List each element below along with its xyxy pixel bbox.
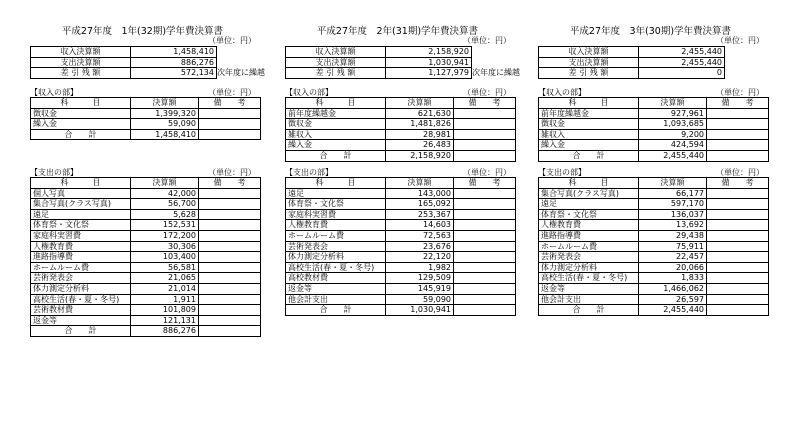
row-label: 高校生活(春・夏・冬号) xyxy=(539,273,639,284)
row-value: 1,481,826 xyxy=(386,119,454,130)
row-note xyxy=(199,252,261,263)
total-label: 合 計 xyxy=(286,305,386,316)
row-note xyxy=(707,108,769,119)
row-value: 152,531 xyxy=(131,220,199,231)
table-row xyxy=(539,108,769,119)
row-label: 芸術発表会 xyxy=(31,273,131,284)
row-value: 101,809 xyxy=(131,305,199,316)
table-row xyxy=(286,283,516,294)
row-label: 家庭科実習費 xyxy=(286,209,386,220)
table-row xyxy=(31,315,261,326)
row-note xyxy=(454,150,516,161)
row-note xyxy=(199,209,261,220)
row-label: 体力測定分析料 xyxy=(286,252,386,263)
table-header-row xyxy=(539,98,769,109)
row-label: 体育祭・文化祭 xyxy=(539,209,639,220)
table-row xyxy=(539,188,769,199)
row-value: 75,911 xyxy=(639,241,707,252)
table-row xyxy=(31,241,261,252)
total-label: 合 計 xyxy=(539,305,639,316)
table-row xyxy=(31,273,261,284)
row-label: 体力測定分析料 xyxy=(31,283,131,294)
row-note xyxy=(454,283,516,294)
row-value: 14,603 xyxy=(386,220,454,231)
row-value: 22,457 xyxy=(639,252,707,263)
expense-table xyxy=(538,177,769,316)
row-label: 個人写真 xyxy=(31,188,131,199)
row-label: 芸術教材費 xyxy=(31,305,131,316)
row-label: 遠足 xyxy=(539,199,639,210)
row-label: 集合写真(クラス写真) xyxy=(539,188,639,199)
col-subject-header: 科 目 xyxy=(539,178,639,189)
row-note xyxy=(199,129,261,140)
summary-row xyxy=(286,47,472,58)
row-note xyxy=(199,108,261,119)
table-row xyxy=(31,305,261,316)
total-label: 合 計 xyxy=(31,326,131,337)
row-label: 人権教育費 xyxy=(539,220,639,231)
row-value: 1,399,320 xyxy=(131,108,199,119)
table-row xyxy=(286,294,516,305)
table-header-row xyxy=(539,178,769,189)
table-row xyxy=(31,119,261,130)
row-note xyxy=(707,209,769,220)
col-subject-header: 科 目 xyxy=(286,98,386,109)
row-note xyxy=(454,294,516,305)
row-label: 進路指導費 xyxy=(539,230,639,241)
table-row xyxy=(31,262,261,273)
row-note xyxy=(707,241,769,252)
table-row xyxy=(31,230,261,241)
income-section-header: 【収入の部】 xyxy=(285,88,333,97)
col-subject-header: 科 目 xyxy=(539,98,639,109)
row-note xyxy=(454,209,516,220)
summary-label: 支出決算額 xyxy=(539,57,639,68)
row-note xyxy=(454,305,516,316)
table-row xyxy=(31,283,261,294)
table-row xyxy=(539,283,769,294)
total-value: 1,458,410 xyxy=(131,129,199,140)
row-value: 20,066 xyxy=(639,262,707,273)
col-note-header: 備 考 xyxy=(199,98,261,109)
row-value: 121,131 xyxy=(131,315,199,326)
summary-label: 差 引 残 額 xyxy=(539,68,639,79)
table-row xyxy=(286,209,516,220)
total-row xyxy=(31,326,261,337)
table-row xyxy=(286,220,516,231)
col-subject-header: 科 目 xyxy=(286,178,386,189)
summary-row: 差 引 残 額 572,134 次年度に繰越 xyxy=(31,68,217,79)
row-label: 前年度繰越金 xyxy=(539,108,639,119)
row-value: 172,200 xyxy=(131,230,199,241)
row-note xyxy=(707,305,769,316)
row-label: ホームルーム費 xyxy=(286,230,386,241)
row-label: 繰入金 xyxy=(286,140,386,151)
row-value: 129,509 xyxy=(386,273,454,284)
col-note-header: 備 考 xyxy=(199,178,261,189)
row-note xyxy=(199,305,261,316)
row-note xyxy=(199,326,261,337)
table-row xyxy=(539,220,769,231)
table-row xyxy=(286,129,516,140)
summary-row xyxy=(539,68,725,79)
table-row xyxy=(286,273,516,284)
row-label: 徴収金 xyxy=(31,108,131,119)
row-note xyxy=(199,119,261,130)
summary-label: 差 引 残 額 xyxy=(286,68,386,79)
table-row xyxy=(539,140,769,151)
row-label: ホームルーム費 xyxy=(31,262,131,273)
row-note xyxy=(707,262,769,273)
total-row xyxy=(539,150,769,161)
table-row xyxy=(539,199,769,210)
row-note xyxy=(199,230,261,241)
row-value: 1,911 xyxy=(131,294,199,305)
table-row xyxy=(539,209,769,220)
total-label: 合 計 xyxy=(539,150,639,161)
row-label: 芸術発表会 xyxy=(539,252,639,263)
row-value: 56,581 xyxy=(131,262,199,273)
row-value: 165,092 xyxy=(386,199,454,210)
table-row xyxy=(286,230,516,241)
row-value: 1,466,062 xyxy=(639,283,707,294)
row-value: 26,483 xyxy=(386,140,454,151)
summary-label: 収入決算額 xyxy=(31,47,131,58)
table-header-row xyxy=(286,98,516,109)
row-note xyxy=(707,294,769,305)
table-row xyxy=(539,273,769,284)
expense-section-header: 【支出の部】 xyxy=(30,168,78,177)
table-row xyxy=(539,252,769,263)
row-note xyxy=(707,283,769,294)
row-note xyxy=(707,119,769,130)
table-row xyxy=(286,241,516,252)
row-note xyxy=(454,241,516,252)
total-label: 合 計 xyxy=(286,150,386,161)
summary-row: 差 引 残 額 1,127,979 次年度に繰越 xyxy=(286,68,472,79)
row-value: 23,676 xyxy=(386,241,454,252)
row-label: 徴収金 xyxy=(286,119,386,130)
table-row xyxy=(539,262,769,273)
row-note xyxy=(454,119,516,130)
row-label: 体育祭・文化祭 xyxy=(286,199,386,210)
row-value: 5,628 xyxy=(131,209,199,220)
row-label: 進路指導費 xyxy=(31,252,131,263)
expense-section-header: 【支出の部】 xyxy=(538,168,586,177)
row-value: 59,090 xyxy=(386,294,454,305)
row-value: 1,093,685 xyxy=(639,119,707,130)
summary-row xyxy=(539,47,725,58)
income-section-header: 【収入の部】 xyxy=(538,88,586,97)
table-row xyxy=(539,119,769,130)
row-note xyxy=(199,199,261,210)
report-title: 平成27年度 1年(32期)学年費決算書 xyxy=(61,26,224,37)
row-note xyxy=(454,262,516,273)
row-value: 103,400 xyxy=(131,252,199,263)
total-row xyxy=(286,305,516,316)
row-value: 29,438 xyxy=(639,230,707,241)
row-note xyxy=(707,252,769,263)
row-note xyxy=(707,150,769,161)
row-value: 424,594 xyxy=(639,140,707,151)
summary-row xyxy=(539,57,725,68)
row-note xyxy=(454,129,516,140)
table-header-row xyxy=(286,178,516,189)
row-value: 621,630 xyxy=(386,108,454,119)
row-value: 28,981 xyxy=(386,129,454,140)
row-label: 返金等 xyxy=(539,283,639,294)
total-label: 合 計 xyxy=(31,129,131,140)
total-row xyxy=(286,150,516,161)
summary-row xyxy=(31,47,217,58)
row-label: 繰入金 xyxy=(539,140,639,151)
summary-value: 1,458,410 xyxy=(131,47,217,58)
row-note xyxy=(707,230,769,241)
total-value: 1,030,941 xyxy=(386,305,454,316)
expense-table xyxy=(285,177,516,316)
row-value: 30,306 xyxy=(131,241,199,252)
summary-table xyxy=(285,46,520,79)
row-note xyxy=(199,241,261,252)
row-note xyxy=(199,273,261,284)
table-row xyxy=(539,294,769,305)
row-label: 人権教育費 xyxy=(286,220,386,231)
summary-value: 1,030,941 xyxy=(386,57,472,68)
row-label: ホームルーム費 xyxy=(539,241,639,252)
income-table xyxy=(538,97,769,162)
row-note xyxy=(199,315,261,326)
row-note xyxy=(454,220,516,231)
row-note xyxy=(199,283,261,294)
table-row xyxy=(31,220,261,231)
summary-table xyxy=(30,46,265,79)
summary-label: 差 引 残 額 xyxy=(31,68,131,79)
row-value: 21,065 xyxy=(131,273,199,284)
total-value: 2,455,440 xyxy=(639,305,707,316)
summary-row xyxy=(31,57,217,68)
row-value: 253,367 xyxy=(386,209,454,220)
table-row xyxy=(539,241,769,252)
table-row xyxy=(286,252,516,263)
summary-label: 収入決算額 xyxy=(286,47,386,58)
row-value: 1,833 xyxy=(639,273,707,284)
row-value: 26,597 xyxy=(639,294,707,305)
row-label: 体育祭・文化祭 xyxy=(31,220,131,231)
row-note xyxy=(199,188,261,199)
total-value: 2,158,920 xyxy=(386,150,454,161)
row-label: 人権教育費 xyxy=(31,241,131,252)
total-value: 2,455,440 xyxy=(639,150,707,161)
col-subject-header: 科 目 xyxy=(31,178,131,189)
row-note xyxy=(454,199,516,210)
col-amount-header: 決算額 xyxy=(131,98,199,109)
summary-label: 支出決算額 xyxy=(286,57,386,68)
expense-section-header: 【支出の部】 xyxy=(285,168,333,177)
table-row xyxy=(286,262,516,273)
row-note xyxy=(454,230,516,241)
row-note xyxy=(199,294,261,305)
row-label: 高校教材費 xyxy=(286,273,386,284)
row-value: 21,014 xyxy=(131,283,199,294)
table-row xyxy=(539,129,769,140)
summary-value: 1,127,979 xyxy=(386,68,472,79)
row-value: 1,982 xyxy=(386,262,454,273)
table-header-row xyxy=(31,98,261,109)
total-value: 886,276 xyxy=(131,326,199,337)
row-label: 高校生活(春・夏・冬号) xyxy=(31,294,131,305)
row-value: 145,919 xyxy=(386,283,454,294)
table-row xyxy=(31,108,261,119)
summary-label: 支出決算額 xyxy=(31,57,131,68)
row-label: 雑収入 xyxy=(539,129,639,140)
col-amount-header: 決算額 xyxy=(386,178,454,189)
table-row xyxy=(286,108,516,119)
table-row xyxy=(286,140,516,151)
row-label: 他会計支出 xyxy=(539,294,639,305)
row-label: 芸術発表会 xyxy=(286,241,386,252)
table-row xyxy=(31,252,261,263)
col-note-header: 備 考 xyxy=(707,178,769,189)
row-note xyxy=(707,199,769,210)
table-row xyxy=(31,294,261,305)
col-subject-header: 科 目 xyxy=(31,98,131,109)
expense-table xyxy=(30,177,261,337)
table-row xyxy=(286,188,516,199)
row-value: 9,200 xyxy=(639,129,707,140)
summary-value: 0 xyxy=(639,68,725,79)
row-label: 徴収金 xyxy=(539,119,639,130)
row-label: 他会計支出 xyxy=(286,294,386,305)
col-amount-header: 決算額 xyxy=(131,178,199,189)
summary-row xyxy=(286,57,472,68)
row-label: 家庭科実習費 xyxy=(31,230,131,241)
summary-value: 886,276 xyxy=(131,57,217,68)
row-value: 42,000 xyxy=(131,188,199,199)
summary-value: 2,455,440 xyxy=(639,57,725,68)
col-note-header: 備 考 xyxy=(454,98,516,109)
col-note-header: 備 考 xyxy=(707,98,769,109)
row-label: 遠足 xyxy=(31,209,131,220)
table-header-row xyxy=(31,178,261,189)
row-value: 59,090 xyxy=(131,119,199,130)
col-note-header: 備 考 xyxy=(454,178,516,189)
summary-label: 収入決算額 xyxy=(539,47,639,58)
row-label: 返金等 xyxy=(31,315,131,326)
row-label: 体力測定分析料 xyxy=(539,262,639,273)
row-note xyxy=(707,129,769,140)
table-row xyxy=(539,230,769,241)
summary-value: 2,158,920 xyxy=(386,47,472,58)
row-label: 前年度繰越金 xyxy=(286,108,386,119)
row-value: 597,170 xyxy=(639,199,707,210)
col-amount-header: 決算額 xyxy=(639,178,707,189)
row-value: 56,700 xyxy=(131,199,199,210)
row-note xyxy=(199,262,261,273)
row-note xyxy=(454,188,516,199)
row-note xyxy=(199,220,261,231)
row-value: 13,692 xyxy=(639,220,707,231)
row-note xyxy=(454,108,516,119)
total-row xyxy=(31,129,261,140)
table-row xyxy=(31,209,261,220)
total-row xyxy=(539,305,769,316)
table-row xyxy=(286,199,516,210)
table-row xyxy=(31,199,261,210)
table-row xyxy=(31,188,261,199)
table-row xyxy=(286,119,516,130)
row-label: 返金等 xyxy=(286,283,386,294)
report-title: 平成27年度 2年(31期)学年費決算書 xyxy=(316,26,479,37)
summary-value: 572,134 xyxy=(131,68,217,79)
row-value: 927,961 xyxy=(639,108,707,119)
col-amount-header: 決算額 xyxy=(386,98,454,109)
row-value: 143,000 xyxy=(386,188,454,199)
income-section-header: 【収入の部】 xyxy=(30,88,78,97)
row-value: 66,177 xyxy=(639,188,707,199)
row-note xyxy=(454,140,516,151)
row-label: 集合写真(クラス写真) xyxy=(31,199,131,210)
income-table xyxy=(285,97,516,162)
row-note xyxy=(707,140,769,151)
row-value: 22,120 xyxy=(386,252,454,263)
row-value: 72,563 xyxy=(386,230,454,241)
summary-table xyxy=(538,46,725,79)
row-note xyxy=(707,273,769,284)
summary-value: 2,455,440 xyxy=(639,47,725,58)
row-label: 遠足 xyxy=(286,188,386,199)
row-value: 136,037 xyxy=(639,209,707,220)
row-note xyxy=(454,273,516,284)
row-label: 繰入金 xyxy=(31,119,131,130)
income-table xyxy=(30,97,261,140)
row-label: 高校生活(春・夏・冬号) xyxy=(286,262,386,273)
row-note xyxy=(707,188,769,199)
row-note xyxy=(454,252,516,263)
row-note xyxy=(707,220,769,231)
col-amount-header: 決算額 xyxy=(639,98,707,109)
report-title: 平成27年度 3年(30期)学年費決算書 xyxy=(569,26,732,37)
row-label: 雑収入 xyxy=(286,129,386,140)
